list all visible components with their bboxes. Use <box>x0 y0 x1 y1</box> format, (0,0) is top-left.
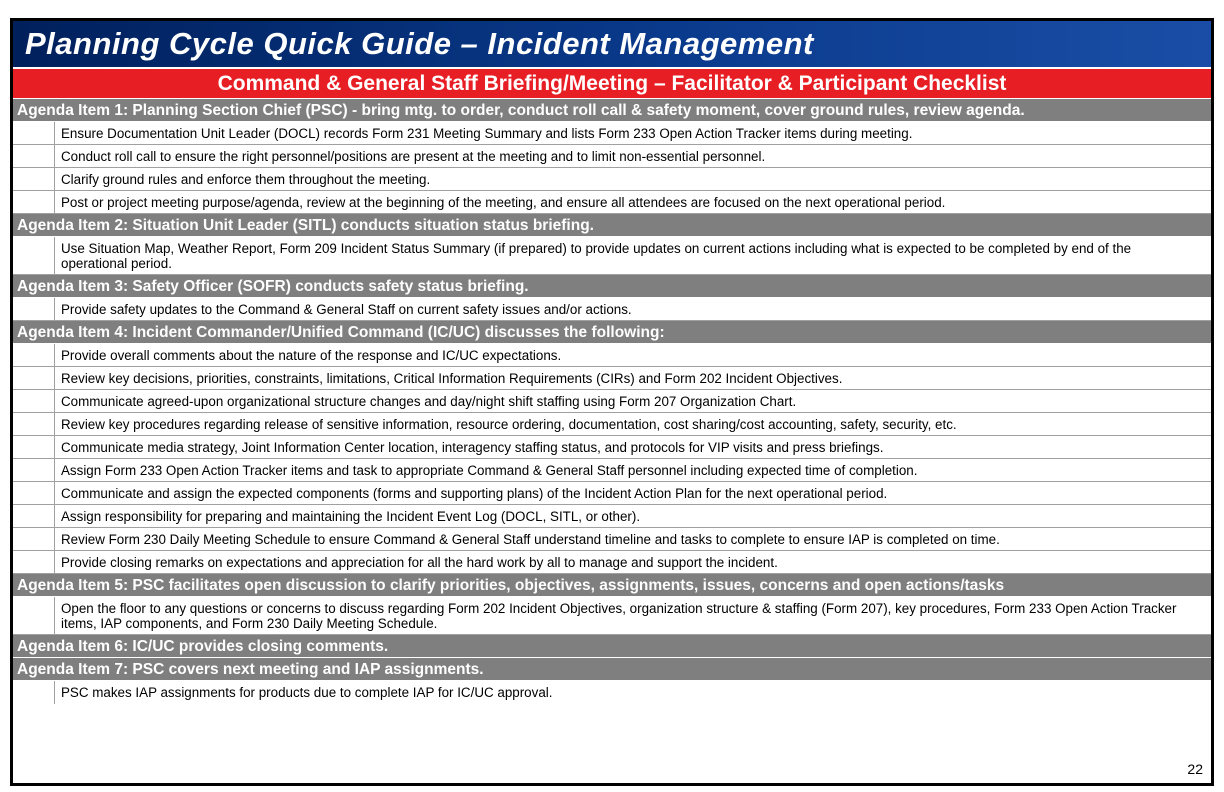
checklist-item-text <box>55 191 1211 213</box>
checkbox-cell[interactable] <box>13 551 55 573</box>
checklist-row <box>13 505 1211 528</box>
checklist-item-text <box>55 237 1211 274</box>
checklist-row <box>13 191 1211 214</box>
item-label: Communicate and assign the expected components (forms and supporting plans) of the Incident Action Plan for the next operational period. <box>61 485 888 501</box>
checklist-row <box>13 168 1211 191</box>
checklist-row <box>13 413 1211 436</box>
checklist-item-text <box>55 597 1211 634</box>
item-label: Ensure Documentation Unit Leader (DOCL) records Form 231 Meeting Summary and lists Form 233 Open Action Tracker items during meeting. <box>61 125 913 141</box>
agenda-item-1-heading: Agenda Item 1: Planning Section Chief (PSC) - bring mtg. to order, conduct roll call & safety moment, cover ground rules, review agenda. <box>13 99 1211 122</box>
checkbox-cell[interactable] <box>13 482 55 504</box>
checkbox-cell[interactable] <box>13 344 55 366</box>
checklist-row <box>13 298 1211 321</box>
item-label: Review Form 230 Daily Meeting Schedule to ensure Command & General Staff understand timeline and tasks to complete to ensure IAP is completed on time. <box>61 531 1000 547</box>
checkbox-cell[interactable] <box>13 367 55 389</box>
checkbox-cell[interactable] <box>13 390 55 412</box>
checklist-item-text <box>55 681 1211 704</box>
checklist-item-text <box>55 436 1211 458</box>
page-title: Planning Cycle Quick Guide – Incident Management <box>25 26 814 61</box>
checklist-item-text <box>55 390 1211 412</box>
item-label: Assign Form 233 Open Action Tracker items and task to appropriate Command & General Staff personnel including expected time of completion. <box>61 462 918 478</box>
checkbox-cell[interactable] <box>13 528 55 550</box>
agenda-item-5-heading: Agenda Item 5: PSC facilitates open discussion to clarify priorities, objectives, assignments, issues, concerns and open actions/tasks <box>13 574 1211 597</box>
item-label: Conduct roll call to ensure the right personnel/positions are present at the meeting and to limit non-essential personnel. <box>61 148 766 164</box>
checklist-row <box>13 122 1211 145</box>
checklist-item-text <box>55 145 1211 167</box>
agenda-item-4-heading: Agenda Item 4: Incident Commander/Unified Command (IC/UC) discusses the following: <box>13 321 1211 344</box>
agenda-item-3-heading: Agenda Item 3: Safety Officer (SOFR) conducts safety status briefing. <box>13 275 1211 298</box>
checklist-row <box>13 145 1211 168</box>
checklist-item-text <box>55 459 1211 481</box>
checklist-row <box>13 436 1211 459</box>
checkbox-cell[interactable] <box>13 681 55 704</box>
checklist-row <box>13 482 1211 505</box>
checkbox-cell[interactable] <box>13 413 55 435</box>
checklist <box>13 99 1211 704</box>
checklist-item-text <box>55 528 1211 550</box>
item-label: Provide overall comments about the nature of the response and IC/UC expectations. <box>61 347 562 363</box>
item-label: Provide closing remarks on expectations and appreciation for all the hard work by all to manage and support the incident. <box>61 554 778 570</box>
checklist-item-text <box>55 551 1211 573</box>
checkbox-cell[interactable] <box>13 145 55 167</box>
checkbox-cell[interactable] <box>13 122 55 144</box>
checkbox-cell[interactable] <box>13 436 55 458</box>
checklist-row <box>13 344 1211 367</box>
item-label: Provide safety updates to the Command & General Staff on current safety issues and/or actions. <box>61 301 632 317</box>
title-bar <box>13 21 1211 69</box>
checkbox-cell[interactable] <box>13 191 55 213</box>
item-label: Assign responsibility for preparing and maintaining the Incident Event Log (DOCL, SITL, or other). <box>61 508 641 524</box>
item-label: Clarify ground rules and enforce them throughout the meeting. <box>61 171 431 187</box>
page-subtitle: Command & General Staff Briefing/Meeting – Facilitator & Participant Checklist <box>217 71 1007 95</box>
item-label: Use Situation Map, Weather Report, Form 209 Incident Status Summary (if prepared) to provide updates on current actions including what is expected to be completed by end of the operational period. <box>61 240 1132 271</box>
checklist-row <box>13 681 1211 704</box>
checkbox-cell[interactable] <box>13 459 55 481</box>
checklist-item-text <box>55 505 1211 527</box>
checklist-item-text <box>55 367 1211 389</box>
subtitle-bar <box>13 69 1211 99</box>
agenda-item-2-heading: Agenda Item 2: Situation Unit Leader (SITL) conducts situation status briefing. <box>13 214 1211 237</box>
guide-frame <box>10 18 1214 786</box>
item-label: Communicate media strategy, Joint Information Center location, interagency staffing status, and protocols for VIP visits and press briefings. <box>61 439 884 455</box>
checklist-row <box>13 459 1211 482</box>
item-label: Post or project meeting purpose/agenda, review at the beginning of the meeting, and ensure all attendees are focused on the next operational period. <box>61 194 946 210</box>
checklist-row <box>13 367 1211 390</box>
checkbox-cell[interactable] <box>13 597 55 634</box>
checklist-item-text <box>55 168 1211 190</box>
item-label: Review key decisions, priorities, constraints, limitations, Critical Information Requirements (CIRs) and Form 202 Incident Objectives. <box>61 370 843 386</box>
checklist-row <box>13 597 1211 635</box>
item-label: Review key procedures regarding release of sensitive information, resource ordering, documentation, cost sharing/cost accounting, safety, security, etc. <box>61 416 957 432</box>
checklist-row <box>13 551 1211 574</box>
checkbox-cell[interactable] <box>13 505 55 527</box>
page-number: 22 <box>1187 761 1203 777</box>
checkbox-cell[interactable] <box>13 168 55 190</box>
agenda-item-6-heading: Agenda Item 6: IC/UC provides closing comments. <box>13 635 1211 658</box>
checklist-item-text <box>55 344 1211 366</box>
checkbox-cell[interactable] <box>13 298 55 320</box>
item-label: PSC makes IAP assignments for products due to complete IAP for IC/UC approval. <box>61 685 553 700</box>
checkbox-cell[interactable] <box>13 237 55 274</box>
checklist-row <box>13 528 1211 551</box>
checklist-item-text <box>55 482 1211 504</box>
item-label: Communicate agreed-upon organizational structure changes and day/night shift staffing using Form 207 Organization Chart. <box>61 393 797 409</box>
checklist-item-text <box>55 413 1211 435</box>
item-label: Open the floor to any questions or concerns to discuss regarding Form 202 Incident Objectives, organization structure & staffing (Form 207), key procedures, Form 233 Open Action Tracker items, IAP components, and Form 230 Daily Meeting Schedule. <box>61 600 1177 631</box>
checklist-row <box>13 237 1211 275</box>
checklist-item-text <box>55 298 1211 320</box>
checklist-item-text <box>55 122 1211 144</box>
checklist-row <box>13 390 1211 413</box>
agenda-item-7-heading: Agenda Item 7: PSC covers next meeting and IAP assignments. <box>13 658 1211 681</box>
